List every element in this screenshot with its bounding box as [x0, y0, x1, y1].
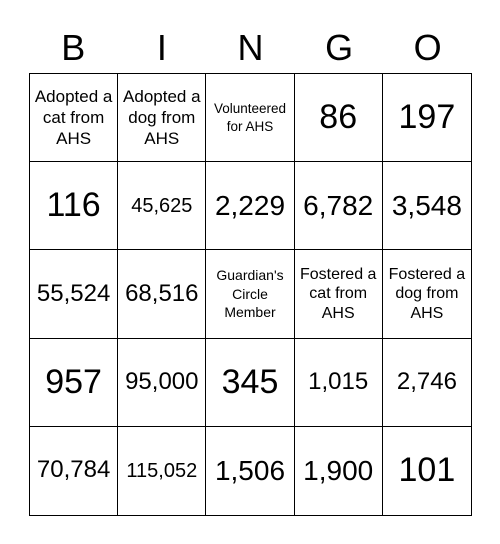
bingo-cell-n1[interactable]: Volunteered for AHS: [206, 74, 294, 162]
bingo-cell-b1[interactable]: Adopted a cat from AHS: [30, 74, 118, 162]
bingo-cell-g2[interactable]: 6,782: [295, 162, 383, 250]
bingo-cell-n5[interactable]: 1,506: [206, 427, 294, 515]
bingo-cell-g3[interactable]: Fostered a cat from AHS: [295, 250, 383, 338]
bingo-cell-n4[interactable]: 345: [206, 339, 294, 427]
bingo-cell-i4[interactable]: 95,000: [118, 339, 206, 427]
bingo-cell-b4[interactable]: 957: [30, 339, 118, 427]
bingo-cell-b2[interactable]: 116: [30, 162, 118, 250]
bingo-cell-g4[interactable]: 1,015: [295, 339, 383, 427]
bingo-cell-i2[interactable]: 45,625: [118, 162, 206, 250]
bingo-cell-i5[interactable]: 115,052: [118, 427, 206, 515]
bingo-card: [29, 73, 472, 516]
bingo-cell-i1[interactable]: Adopted a dog from AHS: [118, 74, 206, 162]
bingo-cell-o4[interactable]: 2,746: [383, 339, 471, 427]
bingo-cell-g1[interactable]: 86: [295, 74, 383, 162]
bingo-cell-o1[interactable]: 197: [383, 74, 471, 162]
bingo-cell-o2[interactable]: 3,548: [383, 162, 471, 250]
bingo-cell-b3[interactable]: 55,524: [30, 250, 118, 338]
header-letter-n: N: [237, 27, 264, 68]
header-letter-i: I: [156, 27, 167, 68]
bingo-cell-g5[interactable]: 1,900: [295, 427, 383, 515]
bingo-cell-o5[interactable]: 101: [398, 451, 456, 490]
header-letter-b: B: [61, 27, 86, 68]
bingo-cell-o3[interactable]: Fostered a dog from AHS: [383, 250, 471, 338]
bingo-cell-n3[interactable]: Guardian's Circle Member: [206, 250, 294, 338]
header-letter-g: G: [325, 27, 354, 68]
bingo-cell-n2[interactable]: 2,229: [206, 162, 294, 250]
bingo-cell-i3[interactable]: 68,516: [118, 250, 206, 338]
bingo-cell-b5[interactable]: 70,784: [30, 427, 118, 515]
header-letter-o: O: [413, 27, 442, 68]
bingo-header: [29, 22, 472, 74]
